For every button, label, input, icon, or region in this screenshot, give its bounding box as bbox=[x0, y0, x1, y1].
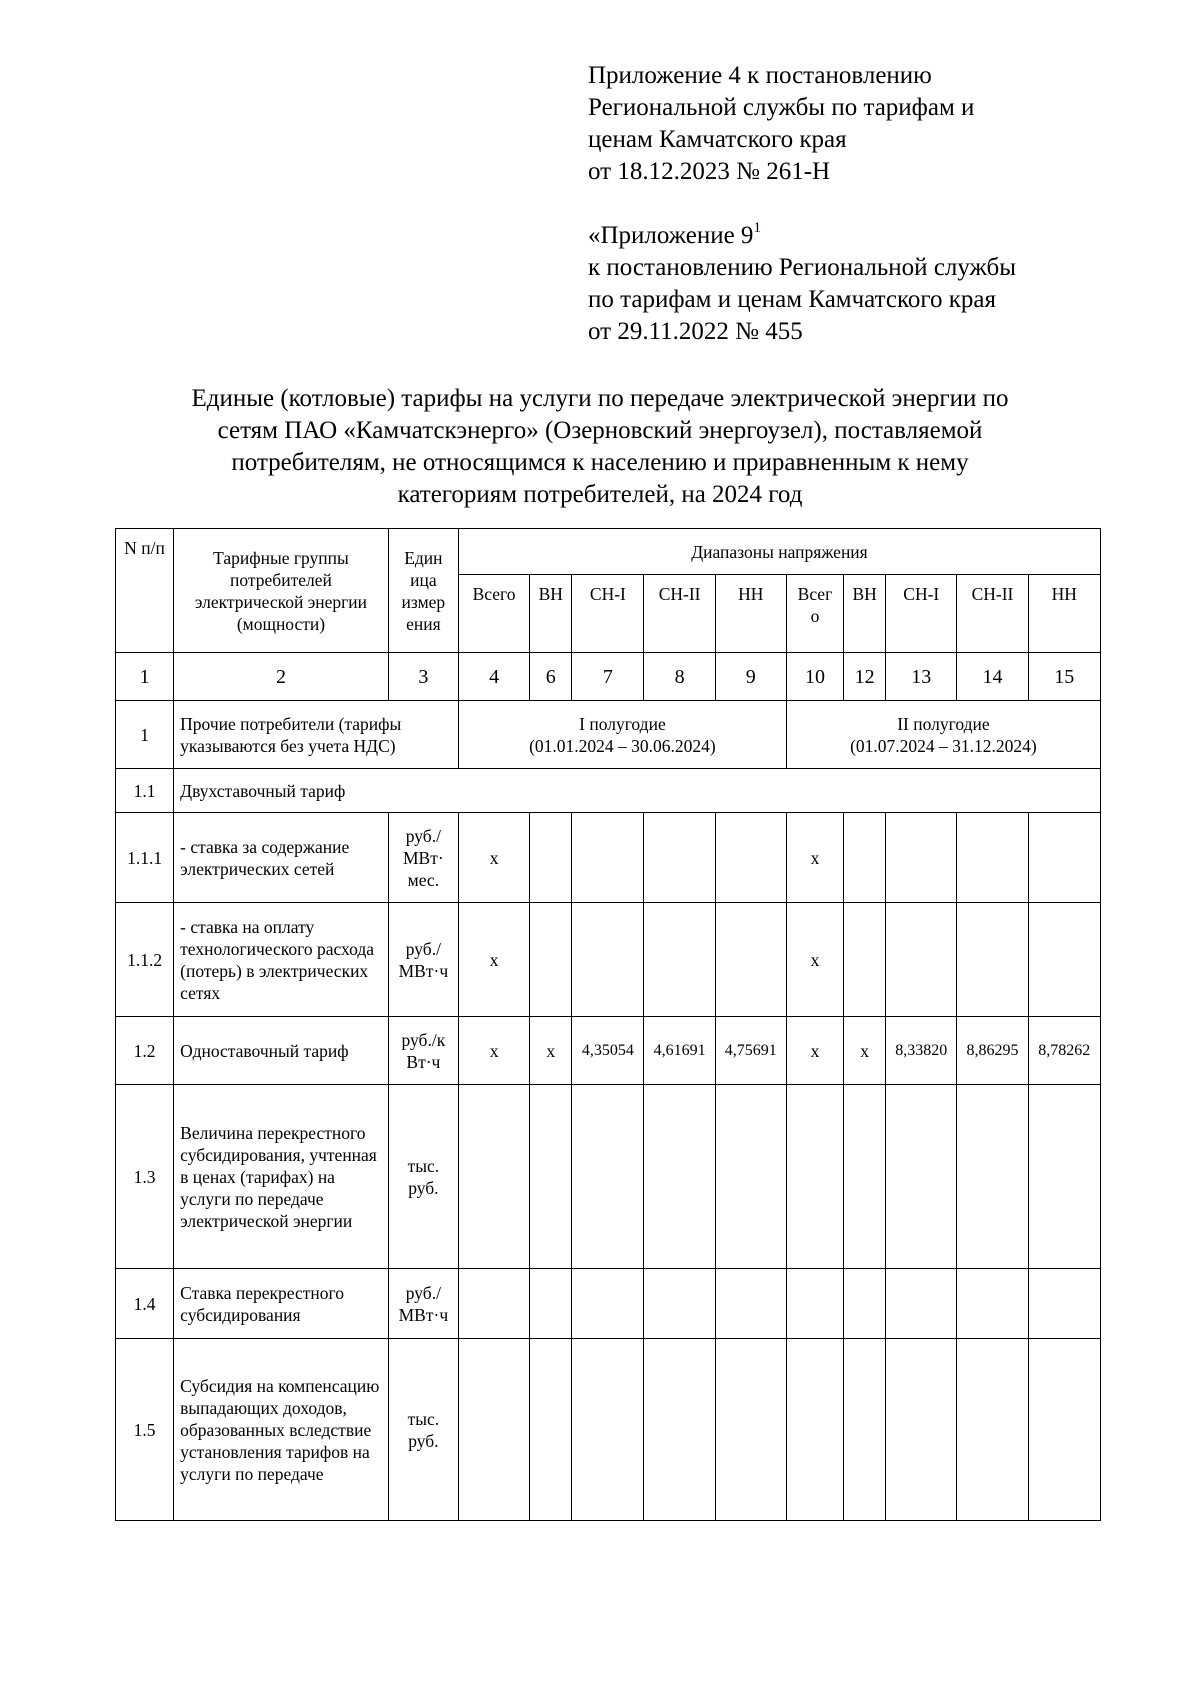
row112-cell-4 bbox=[644, 903, 715, 1017]
appendix-header bbox=[588, 220, 1016, 348]
appendix-line-1 bbox=[588, 220, 1016, 252]
row12-cell-5: 4,75691 bbox=[715, 1017, 786, 1085]
row12-cell-9: 8,86295 bbox=[957, 1017, 1028, 1085]
header-sub-total-2: Всег о bbox=[786, 575, 843, 653]
approval-header bbox=[588, 60, 974, 188]
title-line-1: Единые (котловые) тарифы на услуги по передаче электрической энергии по bbox=[191, 385, 1009, 412]
header-sub-vn-1: ВН bbox=[530, 575, 572, 653]
row1-n: 1 bbox=[116, 701, 174, 769]
appendix-line-4: от 29.11.2022 № 455 bbox=[588, 318, 803, 345]
document-title bbox=[110, 383, 1090, 511]
table-row-1 bbox=[116, 701, 1101, 769]
row112-name: - ставка на оплату технологического расхода (потерь) в электрических сетях bbox=[174, 903, 389, 1017]
row13-cell-3 bbox=[572, 1085, 644, 1269]
row14-cell-3 bbox=[572, 1269, 644, 1339]
row1-half2-title: II полугодие bbox=[897, 713, 990, 734]
row112-n: 1.1.2 bbox=[116, 903, 174, 1017]
row1-half1-dates: (01.01.2024 – 30.06.2024) bbox=[529, 735, 716, 756]
colnum-3: 3 bbox=[388, 653, 458, 701]
row111-cell-4 bbox=[644, 813, 715, 903]
row12-name: Одноставочный тариф bbox=[174, 1017, 389, 1085]
row111-cell-10 bbox=[1028, 813, 1100, 903]
table-row-1-5 bbox=[116, 1339, 1101, 1521]
header-unit: Един ица измер ения bbox=[388, 529, 458, 653]
row111-cell-1: x bbox=[458, 813, 529, 903]
row112-cell-3 bbox=[572, 903, 644, 1017]
row111-cell-9 bbox=[957, 813, 1028, 903]
row14-cell-8 bbox=[886, 1269, 957, 1339]
tariff-table bbox=[115, 528, 1101, 1521]
row11-n: 1.1 bbox=[116, 769, 174, 813]
table-row-1-2 bbox=[116, 1017, 1101, 1085]
colnum-14: 14 bbox=[957, 653, 1028, 701]
row12-cell-4: 4,61691 bbox=[644, 1017, 715, 1085]
title-line-2: сетям ПАО «Камчатскэнерго» (Озерновский энергоузел), поставляемой bbox=[217, 417, 983, 444]
row112-cell-5 bbox=[715, 903, 786, 1017]
row111-cell-5 bbox=[715, 813, 786, 903]
row112-cell-2 bbox=[530, 903, 572, 1017]
row12-cell-3: 4,35054 bbox=[572, 1017, 644, 1085]
colnum-8: 8 bbox=[644, 653, 715, 701]
row15-cell-9 bbox=[957, 1339, 1028, 1521]
row15-name: Субсидия на компенсацию выпадающих доходов, образованных вследствие установления тарифов на услуги по передаче bbox=[174, 1339, 389, 1521]
appendix-line-3: по тарифам и ценам Камчатского края bbox=[588, 286, 996, 313]
row14-cell-9 bbox=[957, 1269, 1028, 1339]
colnum-6: 6 bbox=[530, 653, 572, 701]
row15-cell-5 bbox=[715, 1339, 786, 1521]
header-sub-total-1: Всего bbox=[458, 575, 529, 653]
colnum-4: 4 bbox=[458, 653, 529, 701]
row13-cell-7 bbox=[844, 1085, 886, 1269]
appendix-superscript: 1 bbox=[753, 219, 761, 236]
header-sub-sn2-2: СН-II bbox=[957, 575, 1028, 653]
approval-line-2: Региональной службы по тарифам и bbox=[588, 94, 975, 121]
table-row-1-4 bbox=[116, 1269, 1101, 1339]
row15-cell-4 bbox=[644, 1339, 715, 1521]
row15-cell-8 bbox=[886, 1339, 957, 1521]
row14-cell-6 bbox=[786, 1269, 843, 1339]
row111-cell-3 bbox=[572, 813, 644, 903]
row15-cell-2 bbox=[530, 1339, 572, 1521]
row111-n: 1.1.1 bbox=[116, 813, 174, 903]
row14-name: Ставка перекрестного субсидирования bbox=[174, 1269, 389, 1339]
row14-n: 1.4 bbox=[116, 1269, 174, 1339]
row12-unit: руб./к Вт·ч bbox=[388, 1017, 458, 1085]
header-row-1 bbox=[116, 529, 1101, 575]
row13-cell-10 bbox=[1028, 1085, 1100, 1269]
colnum-1: 1 bbox=[116, 653, 174, 701]
row13-cell-9 bbox=[957, 1085, 1028, 1269]
row1-name: Прочие потребители (тарифы указываются без учета НДС) bbox=[174, 701, 459, 769]
row112-cell-8 bbox=[886, 903, 957, 1017]
title-line-3: потребителям, не относящимся к населению и приравненным к нему bbox=[231, 449, 969, 476]
row112-cell-7 bbox=[844, 903, 886, 1017]
row15-cell-10 bbox=[1028, 1339, 1100, 1521]
header-sub-nn-2: НН bbox=[1028, 575, 1100, 653]
header-n: N п/п bbox=[116, 529, 174, 653]
row15-n: 1.5 bbox=[116, 1339, 174, 1521]
row14-cell-5 bbox=[715, 1269, 786, 1339]
row111-cell-7 bbox=[844, 813, 886, 903]
row13-cell-4 bbox=[644, 1085, 715, 1269]
row14-cell-10 bbox=[1028, 1269, 1100, 1339]
header-sub-nn-1: НН bbox=[715, 575, 786, 653]
row13-cell-2 bbox=[530, 1085, 572, 1269]
row15-cell-3 bbox=[572, 1339, 644, 1521]
colnum-12: 12 bbox=[844, 653, 886, 701]
row15-cell-7 bbox=[844, 1339, 886, 1521]
header-sub-sn2-1: СН-II bbox=[644, 575, 715, 653]
row12-n: 1.2 bbox=[116, 1017, 174, 1085]
approval-line-1: Приложение 4 к постановлению bbox=[588, 62, 932, 89]
header-groups: Тарифные группы потребителей электрической энергии (мощности) bbox=[174, 529, 389, 653]
header-sub-sn1-2: СН-I bbox=[886, 575, 957, 653]
colnum-10: 10 bbox=[786, 653, 843, 701]
row12-cell-7: x bbox=[844, 1017, 886, 1085]
row111-name: - ставка за содержание электрических сетей bbox=[174, 813, 389, 903]
row13-cell-6 bbox=[786, 1085, 843, 1269]
row14-unit: руб./ МВт·ч bbox=[388, 1269, 458, 1339]
row1-half2 bbox=[786, 701, 1100, 769]
row14-cell-2 bbox=[530, 1269, 572, 1339]
row13-cell-8 bbox=[886, 1085, 957, 1269]
title-line-4: категориям потребителей, на 2024 год bbox=[397, 481, 803, 508]
row111-cell-8 bbox=[886, 813, 957, 903]
row1-half1 bbox=[458, 701, 786, 769]
row14-cell-7 bbox=[844, 1269, 886, 1339]
row12-cell-1: x bbox=[458, 1017, 529, 1085]
row112-cell-10 bbox=[1028, 903, 1100, 1017]
row1-half2-dates: (01.07.2024 – 31.12.2024) bbox=[850, 735, 1037, 756]
row112-cell-9 bbox=[957, 903, 1028, 1017]
row12-cell-10: 8,78262 bbox=[1028, 1017, 1100, 1085]
row15-unit: тыс. руб. bbox=[388, 1339, 458, 1521]
row13-n: 1.3 bbox=[116, 1085, 174, 1269]
row13-name: Величина перекрестного субсидирования, учтенная в ценах (тарифах) на услуги по передаче электрической энергии bbox=[174, 1085, 389, 1269]
row15-cell-1 bbox=[458, 1339, 529, 1521]
approval-line-3: ценам Камчатского края bbox=[588, 126, 847, 153]
table-row-1-3 bbox=[116, 1085, 1101, 1269]
row12-cell-8: 8,33820 bbox=[886, 1017, 957, 1085]
table-row-1-1-1 bbox=[116, 813, 1101, 903]
row15-cell-6 bbox=[786, 1339, 843, 1521]
row12-cell-6: x bbox=[786, 1017, 843, 1085]
row11-name: Двухставочный тариф bbox=[174, 769, 1101, 813]
row14-cell-1 bbox=[458, 1269, 529, 1339]
header-sub-sn1-1: СН-I bbox=[572, 575, 644, 653]
colnum-15: 15 bbox=[1028, 653, 1100, 701]
row1-half1-title: I полугодие bbox=[579, 713, 666, 734]
row111-unit: руб./ МВт· мес. bbox=[388, 813, 458, 903]
colnum-9: 9 bbox=[715, 653, 786, 701]
header-sub-vn-2: ВН bbox=[844, 575, 886, 653]
row112-cell-6: x bbox=[786, 903, 843, 1017]
approval-line-4: от 18.12.2023 № 261-Н bbox=[588, 158, 831, 185]
table-row-1-1 bbox=[116, 769, 1101, 813]
appendix-line-2: к постановлению Региональной службы bbox=[588, 254, 1017, 281]
row112-cell-1: x bbox=[458, 903, 529, 1017]
row12-cell-2: x bbox=[530, 1017, 572, 1085]
table-row-1-1-2 bbox=[116, 903, 1101, 1017]
row111-cell-6: x bbox=[786, 813, 843, 903]
header-ranges: Диапазоны напряжения bbox=[458, 529, 1100, 575]
row13-cell-5 bbox=[715, 1085, 786, 1269]
colnum-2: 2 bbox=[174, 653, 389, 701]
row111-cell-2 bbox=[530, 813, 572, 903]
row14-cell-4 bbox=[644, 1269, 715, 1339]
appendix-line-1-text: «Приложение 9 bbox=[588, 222, 754, 249]
colnum-7: 7 bbox=[572, 653, 644, 701]
row13-cell-1 bbox=[458, 1085, 529, 1269]
row13-unit: тыс. руб. bbox=[388, 1085, 458, 1269]
column-numbers-row bbox=[116, 653, 1101, 701]
row112-unit: руб./ МВт·ч bbox=[388, 903, 458, 1017]
colnum-13: 13 bbox=[886, 653, 957, 701]
